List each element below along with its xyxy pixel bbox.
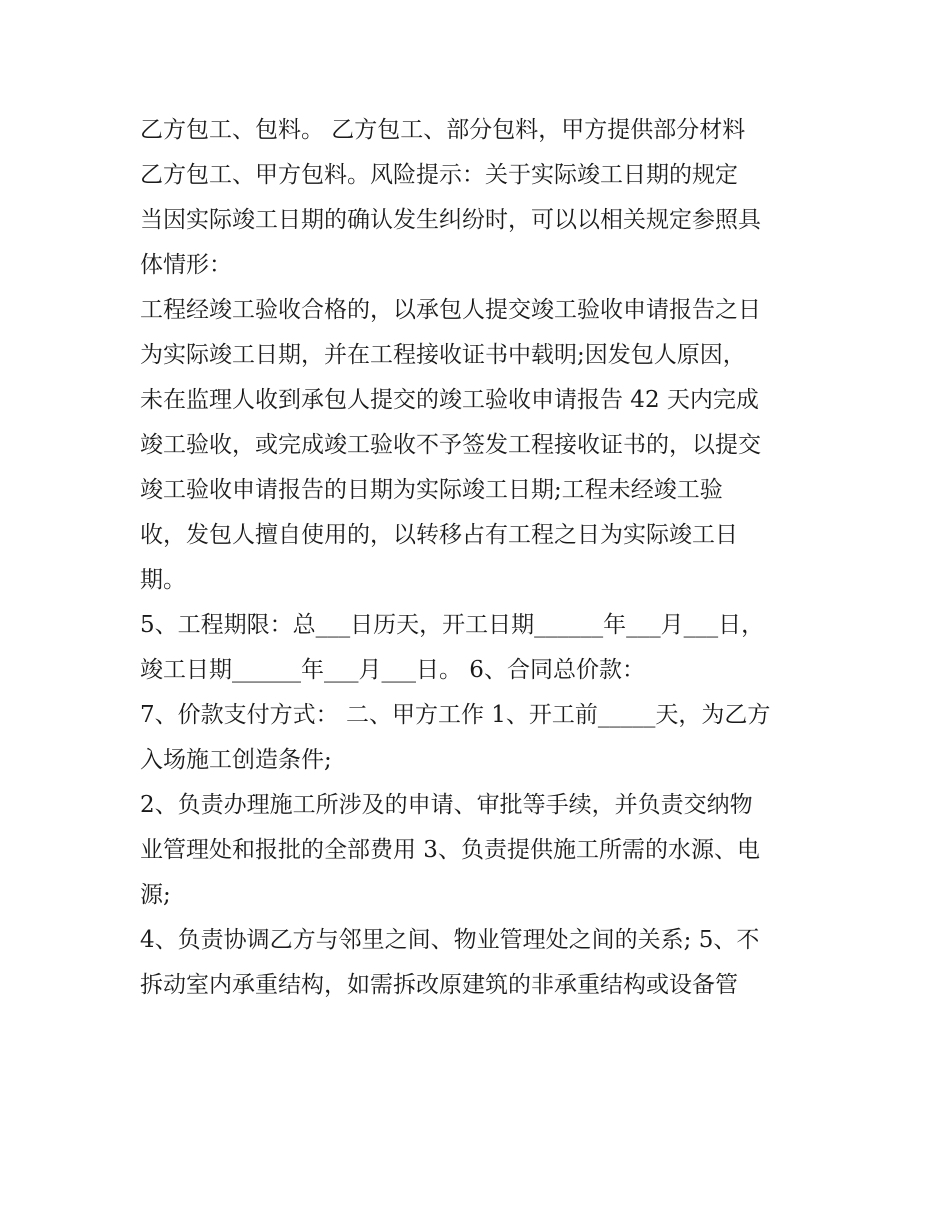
document-body	[140, 108, 830, 1008]
text-line: 源;	[140, 882, 171, 908]
text-line: 业管理处和报批的全部费用 3、负责提供施工所需的水源、电	[140, 837, 760, 863]
text-line: 收，发包人擅自使用的，以转移占有工程之日为实际竣工日	[140, 522, 738, 548]
text-line: 为实际竣工日期，并在工程接收证书中载明;因发包人原因，	[140, 342, 746, 368]
text-line: 入场施工创造条件;	[140, 747, 332, 773]
text-line: 竣工日期______年___月___日。 6、合同总价款：	[140, 657, 645, 683]
text-line: 期。	[140, 567, 186, 593]
text-line: 5、工程期限：总___日历天，开工日期______年___月___日，	[140, 612, 765, 638]
text-line: 2、负责办理施工所涉及的申请、审批等手续，并负责交纳物	[140, 792, 753, 818]
text-line: 4、负责协调乙方与邻里之间、物业管理处之间的关系; 5、不	[140, 927, 760, 953]
text-line: 乙方包工、包料。 乙方包工、部分包料，甲方提供部分材料	[140, 117, 746, 143]
text-line: 乙方包工、甲方包料。风险提示：关于实际竣工日期的规定	[140, 162, 738, 188]
text-line: 未在监理人收到承包人提交的竣工验收申请报告 42 天内完成	[140, 387, 759, 413]
text-line: 当因实际竣工日期的确认发生纠纷时，可以以相关规定参照具	[140, 207, 761, 233]
text-line: 竣工验收，或完成竣工验收不予签发工程接收证书的，以提交	[140, 432, 761, 458]
text-line: 7、价款支付方式： 二、甲方工作 1、开工前_____天，为乙方	[140, 702, 771, 728]
text-line: 竣工验收申请报告的日期为实际竣工日期;工程未经竣工验	[140, 477, 723, 503]
text-line: 体情形：	[140, 252, 232, 278]
text-line: 工程经竣工验收合格的，以承包人提交竣工验收申请报告之日	[140, 297, 761, 323]
text-line: 拆动室内承重结构，如需拆改原建筑的非承重结构或设备管	[140, 972, 738, 998]
